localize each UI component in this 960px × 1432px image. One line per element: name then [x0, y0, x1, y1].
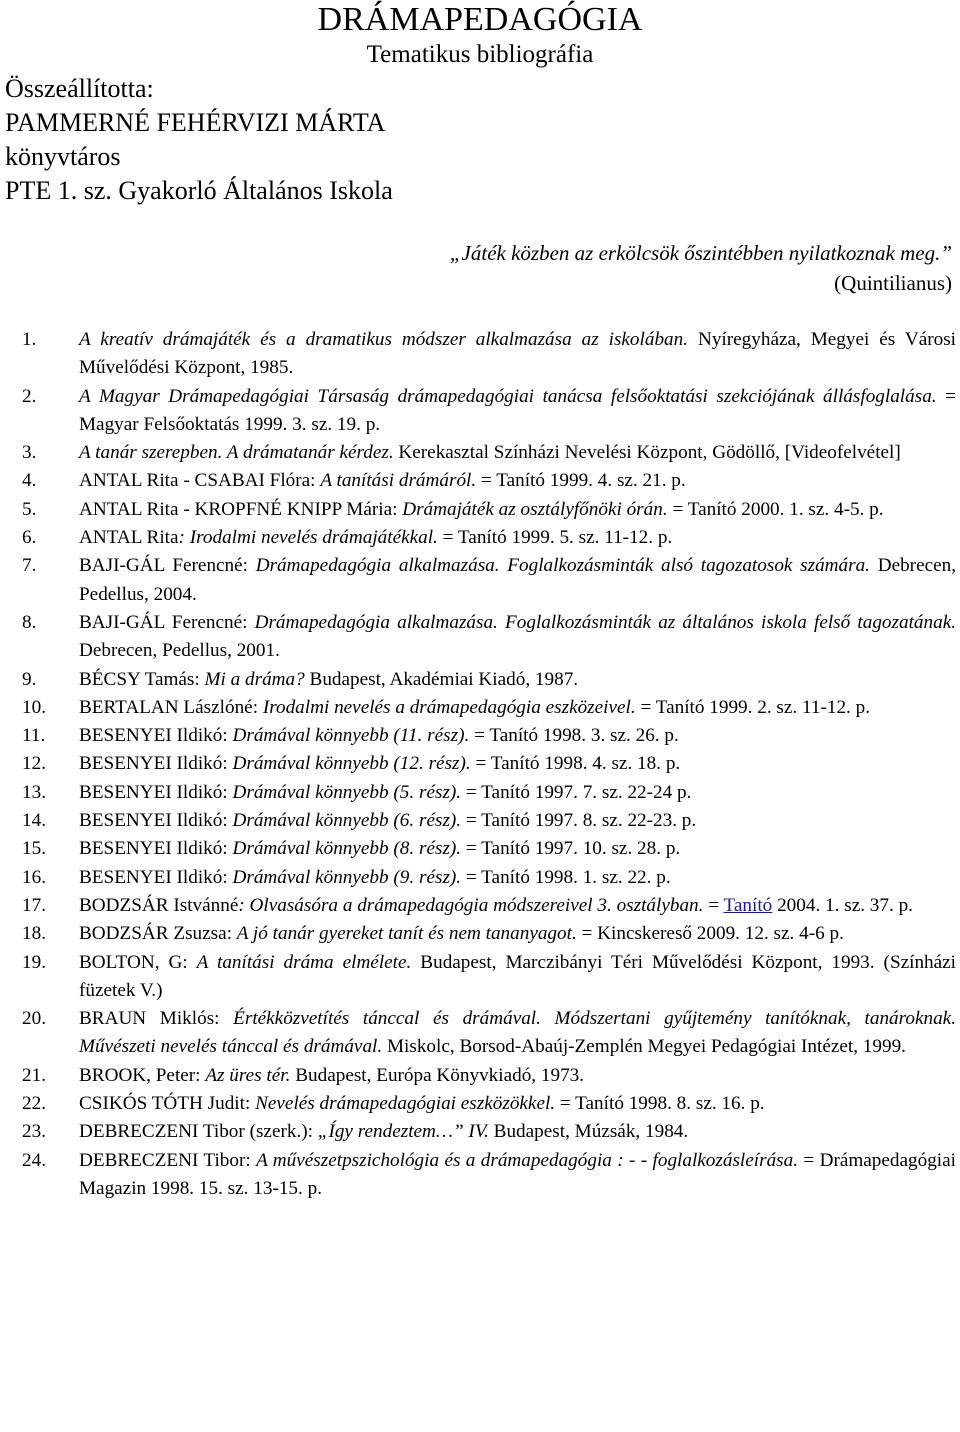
entry-title: A művészetpszichológia és a drámapedagógia : - - foglalkozásleírása.	[256, 1149, 799, 1171]
entry-text: BESENYEI Ildikó:	[79, 838, 233, 860]
bibliography-entry	[22, 779, 956, 807]
bibliography-entry	[22, 949, 956, 1006]
entry-number: 2.	[22, 385, 37, 407]
bibliography-entry	[22, 552, 956, 609]
motto-author: (Quintilianus)	[834, 271, 952, 295]
entry-number: 24.	[22, 1149, 46, 1171]
bibliography-list	[22, 326, 956, 1203]
entry-text: Budapest, Marczibányi Téri Művelődési Központ, 1993. (Színházi füzetek V.)	[79, 951, 957, 1001]
entry-number: 10.	[22, 696, 46, 718]
entry-text: Miskolc, Borsod-Abaúj-Zemplén Megyei Pedagógiai Intézet, 1999.	[382, 1036, 906, 1058]
entry-text: = Kincskereső 2009. 12. sz. 4-6 p.	[576, 923, 844, 945]
entry-title: Drámával könnyebb (8. rész).	[232, 838, 462, 860]
bibliography-entry	[22, 694, 956, 722]
entry-number: 9.	[22, 668, 37, 690]
bibliography-entry	[22, 807, 956, 835]
entry-text: ANTAL Rita - KROPFNÉ KNIPP Mária:	[79, 498, 403, 520]
entry-number: 13.	[22, 781, 46, 803]
entry-text: DEBRECZENI Tibor:	[79, 1149, 257, 1171]
entry-title: Drámával könnyebb (11. rész).	[232, 725, 470, 747]
entry-text: BESENYEI Ildikó:	[79, 866, 233, 888]
entry-text: = Tanító 1999. 4. sz. 21. p.	[476, 470, 686, 492]
entry-text: = Tanító 1999. 2. sz. 11-12. p.	[635, 696, 871, 718]
entry-text: Budapest, Európa Könyvkiadó, 1973.	[290, 1064, 585, 1086]
entry-title: Az üres tér.	[205, 1064, 291, 1086]
entry-text: Budapest, Múzsák, 1984.	[488, 1121, 689, 1143]
entry-title: Drámával könnyebb (12. rész).	[232, 753, 471, 775]
entry-number: 23.	[22, 1121, 46, 1143]
compiler-block	[5, 72, 393, 208]
entry-text: Budapest, Akadémiai Kiadó, 1987.	[304, 668, 579, 690]
bibliography-entry	[22, 920, 956, 948]
bibliography-entry	[22, 750, 956, 778]
entry-text: ANTAL Rita	[79, 527, 179, 549]
entry-title: A kreatív drámajáték és a dramatikus módszer alkalmazása az iskolában.	[79, 329, 689, 350]
bibliography-entry	[22, 326, 956, 383]
entry-text: = Drámapedagógiai Magazin 1998. 15. sz. 13-15. p.	[79, 1149, 956, 1199]
entry-number: 14.	[22, 810, 46, 832]
compiler-label: Összeállította:	[5, 74, 154, 103]
entry-title: Foglalkozásminták alsó tagozatosok számára.	[507, 555, 870, 577]
compiler-institution: PTE 1. sz. Gyakorló Általános Iskola	[5, 176, 393, 205]
entry-number: 19.	[22, 951, 46, 973]
bibliography-entry	[22, 835, 956, 863]
bibliography-entry	[22, 1062, 956, 1090]
entry-text: BODZSÁR Zsuzsa:	[79, 923, 237, 945]
entry-text: =	[703, 894, 724, 916]
entry-title: : Olvasásóra a drámapedagógia módszereivel 3. osztályban.	[238, 894, 704, 916]
entry-text: CSIKÓS TÓTH Judit:	[79, 1093, 256, 1115]
entry-number: 20.	[22, 1008, 46, 1030]
motto-text: „Játék közben az erkölcsök őszintébben nyilatkoznak meg.”	[449, 241, 952, 265]
entry-text: DEBRECZENI Tibor (szerk.):	[79, 1121, 318, 1143]
entry-text: Nyíregyháza, Megyei és Városi Művelődési Központ, 1985.	[79, 329, 957, 379]
entry-number: 22.	[22, 1093, 46, 1115]
entry-text: BÉCSY Tamás:	[79, 668, 205, 690]
entry-number: 8.	[22, 611, 37, 633]
entry-text: BESENYEI Ildikó:	[79, 810, 233, 832]
entry-number: 6.	[22, 527, 37, 549]
entry-text: BERTALAN Lászlóné:	[79, 696, 263, 718]
motto-quote	[450, 238, 952, 298]
entry-text: = Tanító 1998. 1. sz. 22. p.	[461, 866, 671, 888]
entry-number: 4.	[22, 470, 37, 492]
entry-text: BESENYEI Ildikó:	[79, 781, 233, 803]
entry-text: BOLTON, G:	[79, 951, 197, 973]
entry-link[interactable]: Tanító	[723, 894, 773, 916]
entry-text: = Magyar Felsőoktatás 1999. 3. sz. 19. p.	[79, 385, 956, 435]
entry-text	[498, 612, 505, 633]
entry-number: 16.	[22, 866, 46, 888]
entry-title: „Így rendeztem…” IV.	[317, 1121, 489, 1143]
entry-title: A jó tanár gyereket tanít és nem tananyagot.	[236, 923, 577, 945]
bibliography-entry	[22, 1147, 956, 1204]
entry-title: Drámával könnyebb (6. rész).	[232, 810, 462, 832]
document-title: DRÁMAPEDAGÓGIA	[317, 1, 643, 38]
entry-title: Drámával könnyebb (9. rész).	[232, 866, 462, 888]
bibliography-entry	[22, 524, 956, 552]
entry-title: Drámapedagógia alkalmazása.	[254, 611, 498, 633]
entry-text: ANTAL Rita - CSABAI Flóra:	[79, 470, 321, 492]
bibliography-entry	[22, 439, 956, 467]
bibliography-entry	[22, 892, 956, 920]
bibliography-entry	[22, 467, 956, 495]
entry-title: A tanítási dráma elmélete.	[196, 951, 412, 973]
entry-title: Mi a dráma?	[204, 668, 305, 690]
entry-text: = Tanító 1997. 8. sz. 22-23. p.	[461, 810, 697, 832]
entry-title: Drámával könnyebb (5. rész).	[232, 781, 462, 803]
entry-text: BRAUN Miklós:	[79, 1008, 234, 1030]
entry-title: Irodalmi nevelés a drámapedagógia eszközeivel.	[262, 696, 636, 718]
bibliography-entry	[22, 1090, 956, 1118]
entry-text: = Tanító 1998. 4. sz. 18. p.	[470, 753, 681, 775]
entry-title: Drámajáték az osztályfőnöki órán.	[402, 498, 668, 520]
entry-title: Értékközvetítés tánccal és drámával. Módszertani gyűjtemény tanítóknak, tanároknak. Művészeti nevelés tánccal és drámával.	[79, 1008, 956, 1058]
entry-title: Foglalkozásminták az általános iskola felső tagozatának.	[505, 611, 957, 633]
bibliography-entry	[22, 666, 956, 694]
document-subtitle: Tematikus bibliográfia	[366, 41, 594, 68]
bibliography-entry	[22, 496, 956, 524]
entry-text: BROOK, Peter:	[79, 1064, 206, 1086]
entry-title: A Magyar Drámapedagógiai Társaság drámapedagógiai tanácsa felsőoktatási szekciójának állásfoglalása.	[79, 385, 937, 407]
entry-text: BAJI-GÁL Ferencné:	[79, 555, 256, 577]
entry-number: 17.	[22, 894, 46, 916]
bibliography-entry	[22, 864, 956, 892]
entry-text: BESENYEI Ildikó:	[79, 753, 233, 775]
entry-title: : Irodalmi nevelés drámajátékkal.	[178, 527, 438, 549]
entry-text: Kerekasztal Színházi Nevelési Központ, Gödöllő, [Videofelvétel]	[393, 442, 901, 464]
entry-text: Debrecen, Pedellus, 2004.	[79, 555, 957, 605]
entry-text: = Tanító 1997. 7. sz. 22-24 p.	[461, 781, 692, 803]
entry-title: Nevelés drámapedagógiai eszközökkel.	[255, 1093, 556, 1115]
entry-text: = Tanító 1997. 10. sz. 28. p.	[461, 838, 681, 860]
entry-number: 1.	[22, 329, 37, 350]
entry-text: BAJI-GÁL Ferencné:	[79, 611, 255, 633]
compiler-role: könyvtáros	[5, 142, 121, 171]
entry-text: 2004. 1. sz. 37. p.	[772, 894, 913, 916]
entry-title: Drámapedagógia alkalmazása.	[255, 555, 500, 577]
entry-text: BODZSÁR Istvánné	[79, 894, 239, 916]
entry-number: 3.	[22, 442, 37, 464]
entry-number: 7.	[22, 555, 37, 577]
bibliography-entry	[22, 1005, 956, 1062]
entry-title: A tanár szerepben. A drámatanár kérdez.	[79, 442, 394, 464]
entry-number: 5.	[22, 498, 37, 520]
bibliography-entry	[22, 1118, 956, 1146]
entry-number: 11.	[22, 725, 46, 747]
entry-number: 18.	[22, 923, 46, 945]
entry-number: 21.	[22, 1064, 46, 1086]
entry-text: BESENYEI Ildikó:	[79, 725, 233, 747]
entry-text: = Tanító 2000. 1. sz. 4-5. p.	[667, 498, 884, 520]
entry-text: = Tanító 1998. 3. sz. 26. p.	[469, 725, 679, 747]
bibliography-entry	[22, 383, 956, 440]
entry-title: A tanítási drámáról.	[320, 470, 477, 492]
entry-number: 12.	[22, 753, 46, 775]
entry-text: Debrecen, Pedellus, 2001.	[79, 640, 280, 662]
entry-text: = Tanító 1998. 8. sz. 16. p.	[555, 1093, 765, 1115]
bibliography-entry	[22, 609, 956, 666]
entry-number: 15.	[22, 838, 46, 860]
compiler-name: PAMMERNÉ FEHÉRVIZI MÁRTA	[5, 108, 386, 137]
bibliography-entry	[22, 722, 956, 750]
entry-text: = Tanító 1999. 5. sz. 11-12. p.	[437, 527, 673, 549]
